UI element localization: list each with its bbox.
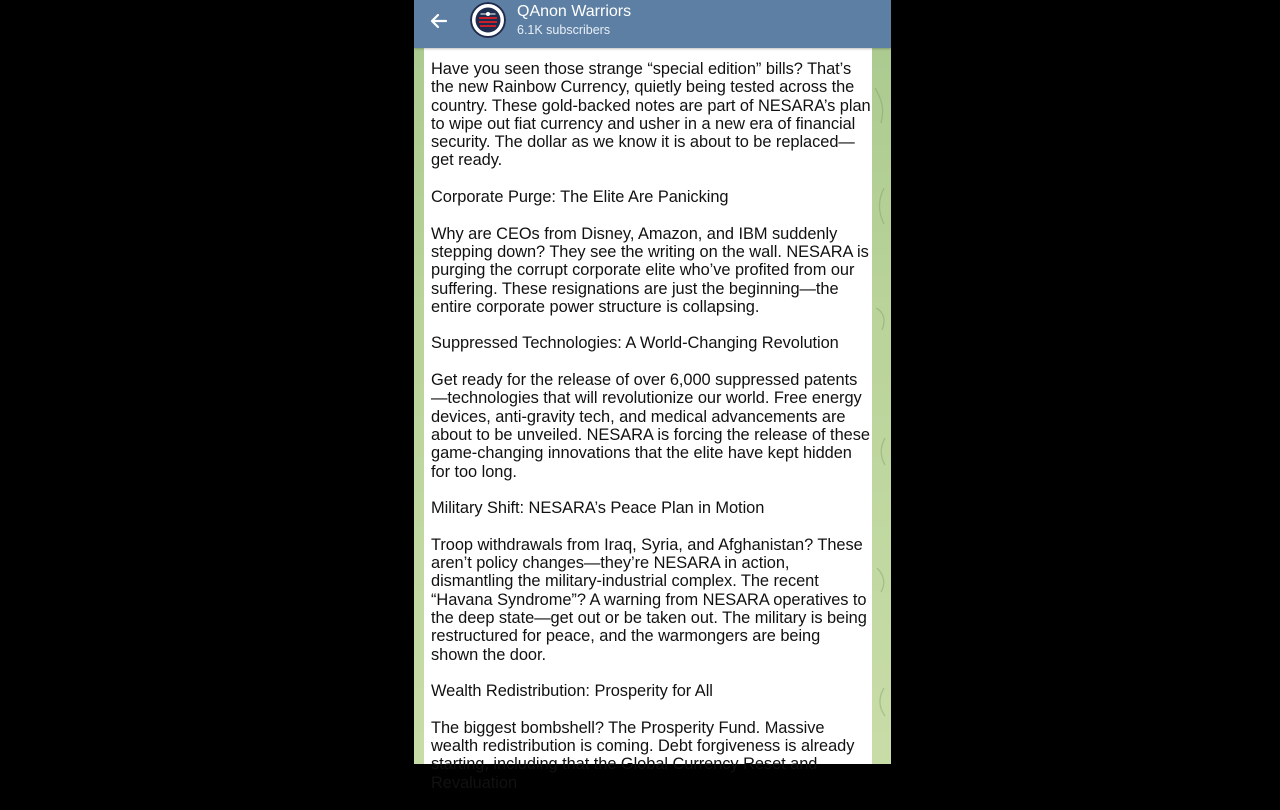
message-heading: Military Shift: NESARA’s Peace Plan in Motion <box>431 499 765 518</box>
channel-avatar[interactable] <box>470 2 506 38</box>
message-text <box>431 60 871 810</box>
message-paragraph: Get ready for the release of over 6,000 suppressed patents—technologies that will revolutionize our world. Free energy devices, anti-gravity tech, and medical advancements are about to be unveiled. NESARA is forcing the release of these game-changing innovations that the elite have kept hidden for too long. <box>431 371 870 481</box>
channel-header <box>414 0 891 48</box>
chat-background-pattern <box>872 48 891 764</box>
message-paragraph: The biggest bombshell? The Prosperity Fund. Massive wealth redistribution is coming. Debt forgiveness is already starting, including that the Global Currency Reset and Revaluation <box>431 718 855 792</box>
arrow-left-icon[interactable] <box>428 10 450 32</box>
message-paragraph: Why are CEOs from Disney, Amazon, and IBM suddenly stepping down? They see the writing on the wall. NESARA is purging the corrupt corporate elite who’ve profited from our suffering. These resignations are just the beginning—the entire corporate power structure is collapsing. <box>431 224 869 316</box>
message-paragraph: Have you seen those strange “special edition” bills? That’s the new Rainbow Currency, quietly being tested across the country. These gold-backed notes are part of NESARA’s plan to wipe out fiat currency and usher in a new era of financial security. The dollar as we know it is about to be replaced—get ready. <box>431 60 871 170</box>
message-heading: Wealth Redistribution: Prosperity for All <box>431 682 713 701</box>
message-heading: Corporate Purge: The Elite Are Panicking <box>431 188 729 207</box>
telegram-channel-view <box>414 0 891 792</box>
message-heading: Suppressed Technologies: A World-Changing Revolution <box>431 334 839 353</box>
channel-title[interactable]: QAnon Warriors <box>517 3 632 20</box>
message-bubble[interactable] <box>424 48 872 792</box>
message-paragraph: Troop withdrawals from Iraq, Syria, and Afghanistan? These aren’t policy changes—they’re NESARA in action, dismantling the military-industrial complex. The recent “Havana Syndrome”? A warning from NESARA operatives to the deep state—get out or be taken out. The military is being restructured for peace, and the warmongers are being shown the door. <box>431 535 867 664</box>
us-flag-shield-icon <box>470 2 506 38</box>
subscriber-count: 6.1K subscribers <box>517 23 611 37</box>
